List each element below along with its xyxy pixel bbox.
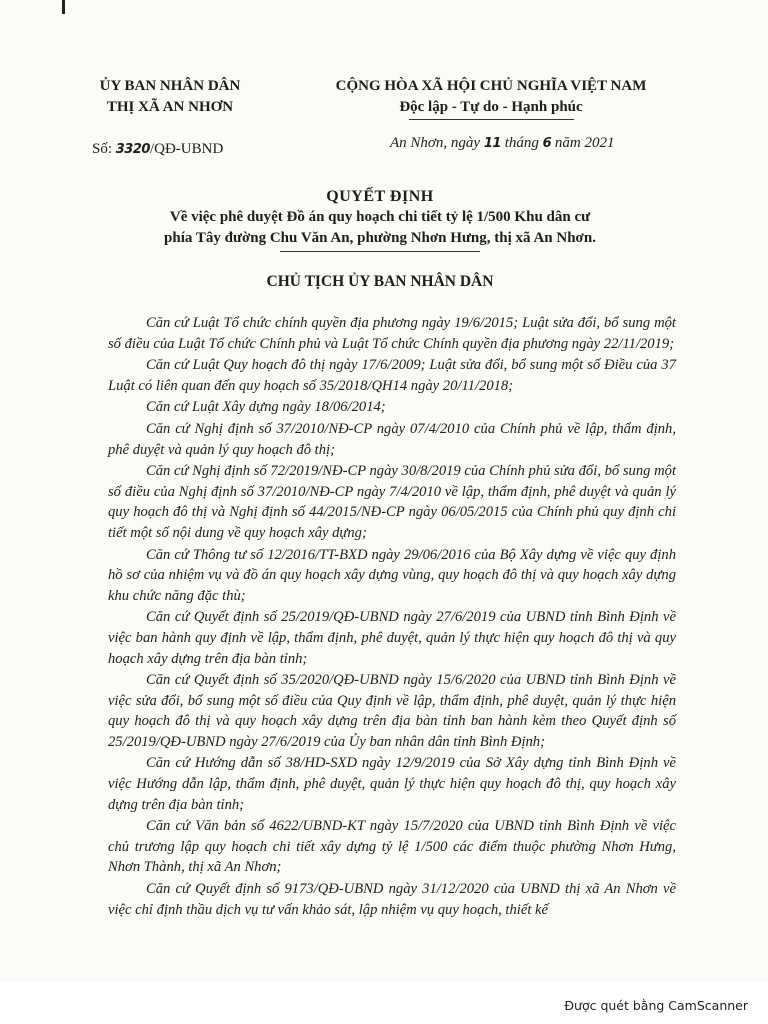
motto-underline bbox=[409, 119, 574, 120]
authority-line-2: THỊ XÃ AN NHƠN bbox=[106, 99, 234, 115]
legal-basis bbox=[108, 313, 676, 920]
document-date bbox=[390, 135, 615, 152]
paragraph: Căn cứ Nghị định số 72/2019/NĐ-CP ngày 30/8/2019 của Chính phủ sửa đổi, bổ sung một số điều của Nghị định số 37/2010/NĐ-CP ngày 7/4/2010 về lập, thẩm định, phê duyệt và quản lý quy hoạch đô thị và Nghị định số 44/2015/NĐ-CP ngày 06/05/2015 của Chính phủ quy định chi tiết một số nội dung về quy hoạch xây dựng; bbox=[108, 463, 676, 541]
decision-title bbox=[100, 186, 660, 252]
paragraph: Căn cứ Quyết định số 9173/QĐ-UBND ngày 31/12/2020 của UBND thị xã An Nhơn về việc chỉ định thầu dịch vụ tư vấn khảo sát, lập nhiệm vụ quy hoạch, thiết kế bbox=[108, 881, 676, 918]
paragraph: Căn cứ Luật Xây dựng ngày 18/06/2014; bbox=[146, 399, 386, 416]
title-underline bbox=[280, 251, 480, 252]
date-month-handwritten: 6 bbox=[542, 136, 552, 151]
paragraph: Căn cứ Thông tư số 12/2016/TT-BXD ngày 29/06/2016 của Bộ Xây dựng về việc quy định hồ sơ của nhiệm vụ và đồ án quy hoạch xây dựng vùng, quy hoạch đô thị và quy hoạch xây dựng khu chức năng đặc thù; bbox=[108, 546, 676, 604]
date-middle: tháng bbox=[500, 135, 543, 151]
paragraph: Căn cứ Quyết định số 25/2019/QĐ-UBND ngày 27/6/2019 của UBND tỉnh Bình Định về việc ban hành quy định về lập, thẩm định, phê duyệt, quản lý thực hiện quy hoạch đô thị và quy hoạch xây dựng trên địa bàn tỉnh; bbox=[108, 609, 676, 667]
national-motto: Độc lập - Tự do - Hạnh phúc bbox=[399, 99, 583, 115]
paragraph: Căn cứ Luật Tổ chức chính quyền địa phương ngày 19/6/2015; Luật sửa đổi, bổ sung một số điều của Luật Tổ chức Chính phủ và Luật Tổ chức Chính quyền địa phương ngày 22/11/2019; bbox=[108, 315, 676, 352]
authority-line-1: ỦY BAN NHÂN DÂN bbox=[99, 78, 241, 94]
date-prefix: An Nhơn, ngày bbox=[390, 135, 484, 151]
document-number-prefix: Số: bbox=[92, 141, 116, 157]
authority-heading: CHỦ TỊCH ỦY BAN NHÂN DÂN bbox=[266, 273, 494, 290]
decision-subtitle-line-2: phía Tây đường Chu Văn An, phường Nhơn Hưng, thị xã An Nhơn. bbox=[164, 230, 596, 246]
date-suffix: năm 2021 bbox=[551, 135, 615, 151]
document-number-suffix: /QĐ-UBND bbox=[149, 141, 224, 157]
document-number bbox=[92, 141, 223, 158]
paragraph: Căn cứ Hướng dẫn số 38/HD-SXD ngày 12/9/2019 của Sở Xây dựng tỉnh Bình Định về việc Hướng dẫn lập, thẩm định, phê duyệt, quản lý thực hiện quy hoạch đô thị, quy hoạch xây dựng trên địa bàn tỉnh; bbox=[108, 755, 676, 813]
paragraph: Căn cứ Quyết định số 35/2020/QĐ-UBND ngày 15/6/2020 của UBND tỉnh Bình Định về việc sửa đổi, bổ sung một số điều của Quy định về lập, thẩm định, phê duyệt, quản lý thực hiện quy hoạch đô thị và quy hoạch xây dựng trên địa bàn tỉnh ban hành kèm theo Quyết định số 25/2019/QĐ-UBND ngày 27/6/2019 của Ủy ban nhân dân tỉnh Bình Định; bbox=[108, 672, 676, 750]
decision-heading: QUYẾT ĐỊNH bbox=[326, 188, 434, 205]
national-title: CỘNG HÒA XÃ HỘI CHỦ NGHĨA VIỆT NAM bbox=[335, 78, 647, 94]
date-day-handwritten: 11 bbox=[483, 136, 501, 151]
scan-mark bbox=[62, 0, 65, 14]
issuing-authority bbox=[70, 76, 270, 118]
paragraph: Căn cứ Nghị định số 37/2010/NĐ-CP ngày 07/4/2010 của Chính phủ về lập, thẩm định, phê duyệt và quản lý quy hoạch đô thị; bbox=[108, 420, 676, 458]
national-header bbox=[296, 76, 686, 120]
scanner-watermark: Được quét bằng CamScanner bbox=[564, 998, 748, 1013]
decision-subtitle-line-1: Về việc phê duyệt Đồ án quy hoạch chi tiết tỷ lệ 1/500 Khu dân cư bbox=[169, 209, 591, 225]
paragraph: Căn cứ Luật Quy hoạch đô thị ngày 17/6/2009; Luật sửa đổi, bổ sung một số Điều của 37 Luật có liên quan đến quy hoạch số 35/2018/QH14 ngày 20/11/2018; bbox=[108, 357, 676, 394]
document-number-handwritten: 3320 bbox=[115, 142, 150, 157]
paragraph: Căn cứ Văn bản số 4622/UBND-KT ngày 15/7/2020 của UBND tỉnh Bình Định về việc chủ trương lập quy hoạch chi tiết xây dựng tỷ lệ 1/500 các điểm thuộc phường Nhơn Hưng, Nhơn Thành, thị xã An Nhơn; bbox=[108, 818, 676, 876]
